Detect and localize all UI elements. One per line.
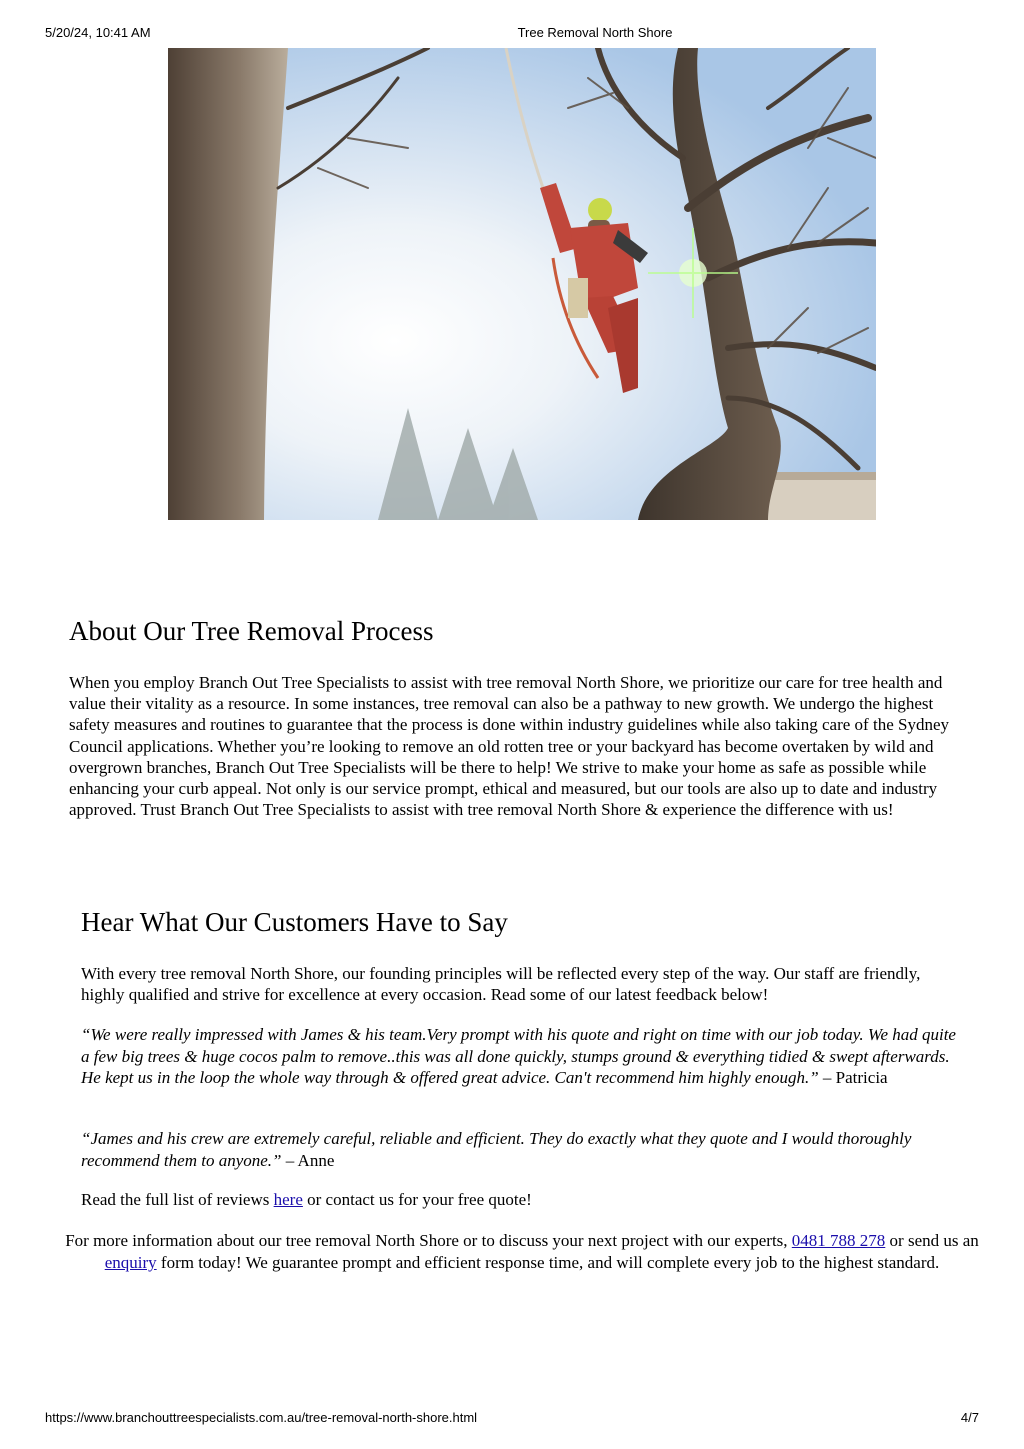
- contact-paragraph: [62, 1230, 982, 1273]
- review-item: [81, 1128, 961, 1171]
- reviews-heading: Hear What Our Customers Have to Say: [81, 907, 508, 937]
- review-item: [81, 1024, 961, 1089]
- review-author: – Anne: [281, 1150, 335, 1170]
- contact-text-middle: or send us an: [885, 1231, 979, 1250]
- contact-text-after: form today! We guarantee prompt and efficient response time, and will complete every job to the highest standard.: [156, 1252, 940, 1272]
- phone-link[interactable]: 0481 788 278: [791, 1231, 886, 1250]
- read-more-text: Read the full list of reviews: [81, 1190, 274, 1209]
- print-page-title: Tree Removal North Shore: [517, 25, 673, 40]
- hero-image: [168, 48, 876, 520]
- about-heading: About Our Tree Removal Process: [69, 616, 434, 646]
- enquiry-link[interactable]: enquiry: [104, 1252, 157, 1272]
- reviews-here-link[interactable]: here: [273, 1190, 303, 1209]
- print-header: [0, 25, 1024, 41]
- review-quote: “James and his crew are extremely careful, reliable and efficient. They do exactly what they quote and I would thoroughly recommend them to anyone.”: [81, 1129, 912, 1170]
- print-footer: [0, 1410, 1024, 1426]
- reviews-intro: With every tree removal North Shore, our founding principles will be reflected every step of the way. Our staff are friendly, highly qualified and strive for excellence at every occasion. Read some of our latest feedback below!: [81, 964, 921, 1005]
- print-datetime: 5/20/24, 10:41 AM: [45, 25, 151, 40]
- about-body: When you employ Branch Out Tree Specialists to assist with tree removal North Shore, we prioritize our care for tree health and value their vitality as a resource. In some instances, tree removal can also be a pathway to new growth. We undergo the highest safety measures and routines to guarantee that the process is done within industry guidelines while also taking care of the Sydney Council applications. Whether you’re looking to remove an old rotten tree or your backyard has become overtaken by wild and overgrown branches, Branch Out Tree Specialists will be there to help! We strive to make your home as safe as possible while enhancing your curb appeal. Not only is our service prompt, ethical and measured, but our tools are also up to date and industry approved. Trust Branch Out Tree Specialists to assist with tree removal North Shore & experience the difference with us!: [69, 673, 949, 820]
- read-more-text-after: or contact us for your free quote!: [302, 1190, 532, 1209]
- review-quote: “We were really impressed with James & his team.Very prompt with his quote and right on time with our job today. We had quite a few big trees & huge cocos palm to remove..this was all done quickly, stumps ground & everything tidied & swept afterwards. He kept us in the loop the whole way through & offered great advice. Can't recommend him highly enough.”: [81, 1025, 956, 1087]
- print-url: https://www.branchouttreespecialists.com.au/tree-removal-north-shore.html: [45, 1410, 478, 1425]
- read-more-line: [81, 1189, 532, 1210]
- contact-text: For more information about our tree removal North Shore or to discuss your next project with our experts,: [65, 1231, 792, 1250]
- review-author: – Patricia: [818, 1068, 888, 1087]
- tree-climber-photo-icon: [168, 48, 876, 520]
- page-number: 4/7: [960, 1410, 979, 1425]
